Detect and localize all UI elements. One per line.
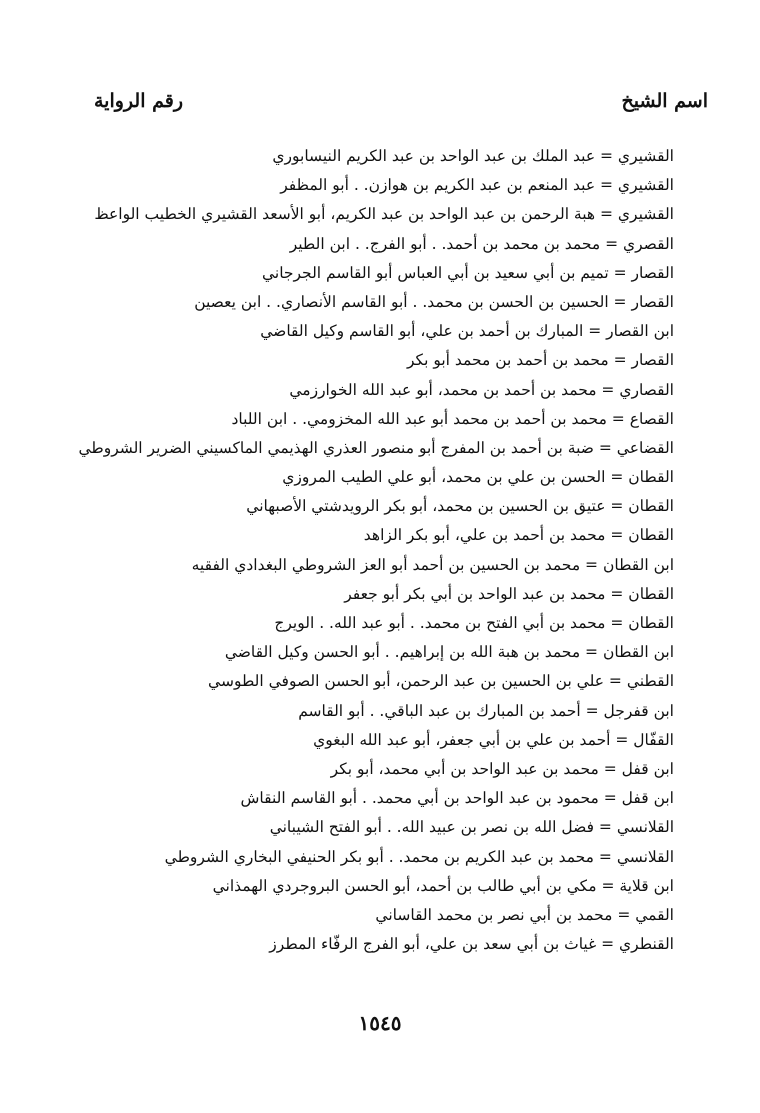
index-entry-list [34,142,674,959]
index-entry: القفّال = أحمد بن علي بن أبي جعفر، أبو عبد الله البغوي [313,730,674,749]
index-entry: القنطري = غياث بن أبي سعد بن علي، أبو الفرج الرفّاء المطرز [269,935,674,954]
column-header-sheikh-name: اسم الشيخ [621,90,708,112]
index-entry: القطني = علي بن الحسين بن عبد الرحمن، أبو الحسن الصوفي الطوسي [208,672,674,691]
index-entry: القطان = محمد بن أحمد بن علي، أبو بكر الزاهد [363,526,674,545]
index-entry: القشيري = عبد المنعم بن عبد الكريم بن هوازن. . أبو المظفر [280,176,674,195]
index-entry: القصار = تميم بن أبي سعيد بن أبي العباس أبو القاسم الجرجاني [261,263,674,282]
index-entry: القشيري = هبة الرحمن بن عبد الواحد بن عبد الكريم، أبو الأسعد القشيري الخطيب الواعظ [94,205,674,224]
page-number: ١٥٤٥ [358,1011,402,1035]
index-entry: ابن القطان = محمد بن الحسين بن أحمد أبو العز الشروطي البغدادي الفقيه [191,555,674,574]
index-entry: القضاعي = ضبة بن أحمد بن المفرج أبو منصور العذري الهذيمي الماكسيني الضرير الشروطي [78,438,674,457]
index-entry: القصار = محمد بن أحمد بن محمد أبو بكر [407,351,674,370]
index-entry: القلانسي = محمد بن عبد الكريم بن محمد. . أبو بكر الحنيفي البخاري الشروطي [164,847,674,866]
index-entry: القصاع = محمد بن أحمد بن محمد أبو عبد الله المخزومي. . ابن اللباد [231,409,674,428]
index-entry: ابن قفل = محمود بن عبد الواحد بن أبي محمد. . أبو القاسم النقاش [240,789,674,808]
index-entry: القطان = محمد بن أبي الفتح بن محمد. . أبو عبد الله. . الويرج [274,614,674,632]
index-entry: القلانسي = فضل الله بن نصر بن عبيد الله. . أبو الفتح الشيباني [269,818,674,837]
index-entry: القمي = محمد بن أبي نصر بن محمد القاساني [375,905,674,924]
index-entry: القطان = عتيق بن الحسين بن محمد، أبو بكر الرويدشتي الأصبهاني [246,497,674,516]
index-entry: ابن القصار = المبارك بن أحمد بن علي، أبو القاسم وكيل القاضي [260,322,674,341]
index-entry: ابن قلاية = مكي بن أبي طالب بن أحمد، أبو الحسن البروجردي الهمذاني [212,876,674,895]
index-entry: ابن قفرجل = أحمد بن المبارك بن عبد الباقي. . أبو القاسم [298,701,674,720]
column-header-narration-number: رقم الرواية [94,90,183,112]
index-entry: ابن القطان = محمد بن هبة الله بن إبراهيم. . أبو الحسن وكيل القاضي [224,643,674,662]
index-entry: ابن قفل = محمد بن عبد الواحد بن أبي محمد، أبو بكر [330,759,674,778]
index-entry: القصاري = محمد بن أحمد بن محمد، أبو عبد الله الخوارزمي [289,380,674,399]
index-entry: القصار = الحسين بن الحسن بن محمد. . أبو القاسم الأنصاري. . ابن يعصين [194,292,674,311]
index-entry: القشيري = عبد الملك بن عبد الواحد بن عبد الكريم النيسابوري [272,147,674,165]
index-entry: القصري = محمد بن محمد بن أحمد. . أبو الفرج. . ابن الطير [289,234,674,253]
index-entry: القطان = الحسن بن علي بن محمد، أبو علي الطيب المروزي [282,468,674,487]
index-entry: القطان = محمد بن عبد الواحد بن أبي بكر أبو جعفر [344,584,674,603]
